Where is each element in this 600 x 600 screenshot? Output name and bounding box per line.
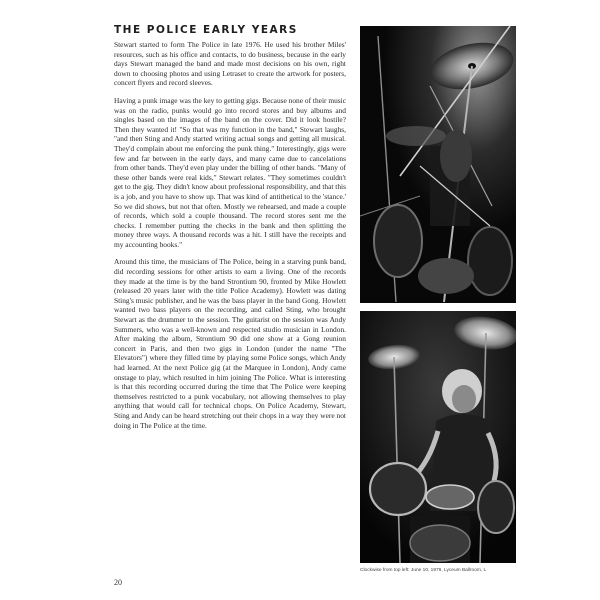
body-text-column xyxy=(114,40,346,436)
paragraph-1: Stewart started to form The Police in late 1976. He used his brother Miles' resources, such as his office and contacts, to do business, because in the early days Stewart managed the band and made most decisions on his own, right down to choosing photos and using Letraset to create the artwork for posters, concert flyers and record sleeves. xyxy=(114,40,346,88)
paragraph-3: Around this time, the musicians of The Police, being in a starving punk band, did recording sessions for other artists to earn a living. One of the records they made at the time is by the band Strontium 90, fronted by Mike Howlett (released 20 years later with the title Police Academy). Howlett was dating Sting's music publisher, and he was the bass player in the band Gong. Howlett wanted two bass players on the recording, and called Sting, who brought Stewart as the drummer to the session. The guitarist on the session was Andy Summers, who was a well-known and respected studio musician in London. After making the album, Strontium 90 did one show at a Gong reunion concert in Paris, and then two gigs in London (under the name "The Elevators") where they filled time by playing some Police songs, which Andy had learned. At the next Police gig (at the Marquee in London), Andy came onstage to play, which resulted in him joining The Police. What is interesting is that this recording occurred during the time that The Police were keeping themselves restricted to a punk vocabulary, not allowing themselves to play anything that would call for technical chops. On Police Academy, Stewart, Sting and Andy can be heard stretching out their chops in a way they were not doing in The Police at the time. xyxy=(114,257,346,430)
drummer-cymbals-image xyxy=(360,26,516,303)
paragraph-2: Having a punk image was the key to getting gigs. Because none of their music was on the radio, punks would go into record stores and buy albums and singles based on the images of the band on the cover. Did it look hostile? Then they wanted it! "So that was my function in the band," Stewart laughs, "and then Sting and Andy started writing actual songs and getting all musical. They'd complain about me enforcing the punk thing." Interestingly, gigs were few and far between in the early days, and many came due to cancelations from other bands. They'd even play under the billing of other bands. "Many of these other bands were real kids," Stewart relates. "They sometimes couldn't get to the gig. They didn't know about professional responsibility, and that this is a job, and you have to show up. That was kind of antithetical to the 'stance.' So we did shows, but not that often. Mostly we rehearsed, and made a couple of records, which sold a couple thousand. The record stores sent me the checks. I remember putting the checks in the bank and then splitting the money three ways. A thousand records was a hit. I still have the receipts and my accounting books." xyxy=(114,95,346,249)
photo-drummer-cymbals xyxy=(360,26,516,303)
photo-drummer-kit xyxy=(360,311,516,563)
page-number: 20 xyxy=(114,578,122,587)
photo-caption: Clockwise from top left: June 10, 1979, Lyceum Ballroom, L xyxy=(360,568,487,573)
drummer-kit-image xyxy=(360,311,516,563)
section-heading: THE POLICE EARLY YEARS xyxy=(114,24,298,36)
